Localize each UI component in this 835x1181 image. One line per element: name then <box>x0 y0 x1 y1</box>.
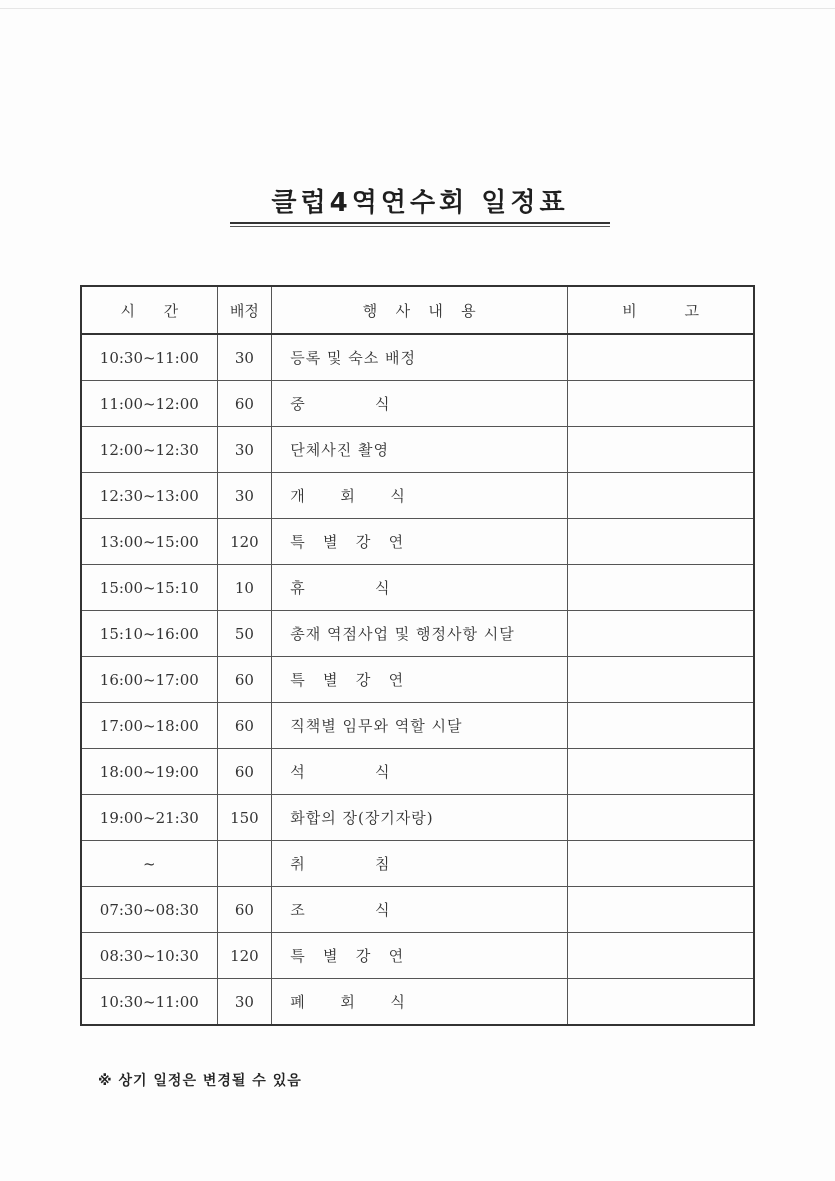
row-time: 15:00~15:10 <box>81 565 217 611</box>
row-time: 18:00~19:00 <box>81 749 217 795</box>
row-minutes: 60 <box>217 657 272 703</box>
row-time: 16:00~17:00 <box>81 657 217 703</box>
header-time: 시 간 <box>81 286 217 334</box>
table-row <box>81 657 754 703</box>
row-note <box>568 334 754 381</box>
row-event: 개 회 식 <box>272 473 568 519</box>
row-time: 15:10~16:00 <box>81 611 217 657</box>
row-event: 직책별 임무와 역할 시달 <box>272 703 568 749</box>
row-note <box>568 427 754 473</box>
footnote: ※ 상기 일정은 변경될 수 있음 <box>98 1073 302 1089</box>
schedule-table <box>80 285 755 1026</box>
row-minutes: 60 <box>217 703 272 749</box>
row-note <box>568 519 754 565</box>
row-event: 석 식 <box>272 749 568 795</box>
row-event: 화합의 장(장기자랑) <box>272 795 568 841</box>
title-underline <box>230 222 610 224</box>
row-time: 11:00~12:00 <box>81 381 217 427</box>
row-note <box>568 795 754 841</box>
table-row <box>81 565 754 611</box>
row-minutes: 120 <box>217 933 272 979</box>
row-event: 특 별 강 연 <box>272 657 568 703</box>
row-minutes: 150 <box>217 795 272 841</box>
row-note <box>568 979 754 1026</box>
row-event: 취 침 <box>272 841 568 887</box>
row-note <box>568 611 754 657</box>
table-header-row <box>81 286 754 334</box>
header-minutes: 배정 <box>217 286 272 334</box>
row-note <box>568 657 754 703</box>
row-event: 특 별 강 연 <box>272 933 568 979</box>
table-row <box>81 473 754 519</box>
row-minutes: 30 <box>217 427 272 473</box>
title-underline-thin <box>230 226 610 227</box>
row-time: 10:30~11:00 <box>81 334 217 381</box>
table-row <box>81 979 754 1026</box>
row-note <box>568 565 754 611</box>
row-minutes: 30 <box>217 979 272 1026</box>
table-row <box>81 611 754 657</box>
row-event: 휴 식 <box>272 565 568 611</box>
row-time: 10:30~11:00 <box>81 979 217 1026</box>
row-note <box>568 887 754 933</box>
title-block <box>230 186 610 227</box>
table-row <box>81 795 754 841</box>
table-row <box>81 334 754 381</box>
page-top-rule <box>0 8 835 9</box>
row-event: 폐 회 식 <box>272 979 568 1026</box>
row-minutes: 50 <box>217 611 272 657</box>
row-minutes: 10 <box>217 565 272 611</box>
table-row <box>81 519 754 565</box>
row-minutes: 60 <box>217 749 272 795</box>
table-row <box>81 887 754 933</box>
table-row <box>81 703 754 749</box>
row-time: 17:00~18:00 <box>81 703 217 749</box>
row-event: 중 식 <box>272 381 568 427</box>
row-event: 등록 및 숙소 배정 <box>272 334 568 381</box>
row-event: 조 식 <box>272 887 568 933</box>
row-minutes: 60 <box>217 381 272 427</box>
table-row <box>81 381 754 427</box>
row-note <box>568 703 754 749</box>
row-time: ~ <box>81 841 217 887</box>
row-time: 07:30~08:30 <box>81 887 217 933</box>
row-event: 총재 역점사업 및 행정사항 시달 <box>272 611 568 657</box>
row-time: 13:00~15:00 <box>81 519 217 565</box>
row-minutes: 120 <box>217 519 272 565</box>
row-event: 단체사진 촬영 <box>272 427 568 473</box>
row-note <box>568 749 754 795</box>
row-note <box>568 473 754 519</box>
row-time: 08:30~10:30 <box>81 933 217 979</box>
header-note: 비 고 <box>568 286 754 334</box>
row-event: 특 별 강 연 <box>272 519 568 565</box>
table-row <box>81 841 754 887</box>
row-time: 12:00~12:30 <box>81 427 217 473</box>
row-minutes: 30 <box>217 473 272 519</box>
table-row <box>81 933 754 979</box>
row-minutes <box>217 841 272 887</box>
header-event: 행 사 내 용 <box>272 286 568 334</box>
table-row <box>81 427 754 473</box>
row-note <box>568 381 754 427</box>
row-minutes: 30 <box>217 334 272 381</box>
row-note <box>568 933 754 979</box>
page-title: 클럽4역연수회 일정표 <box>271 188 569 218</box>
row-time: 19:00~21:30 <box>81 795 217 841</box>
row-time: 12:30~13:00 <box>81 473 217 519</box>
table-row <box>81 749 754 795</box>
row-minutes: 60 <box>217 887 272 933</box>
row-note <box>568 841 754 887</box>
